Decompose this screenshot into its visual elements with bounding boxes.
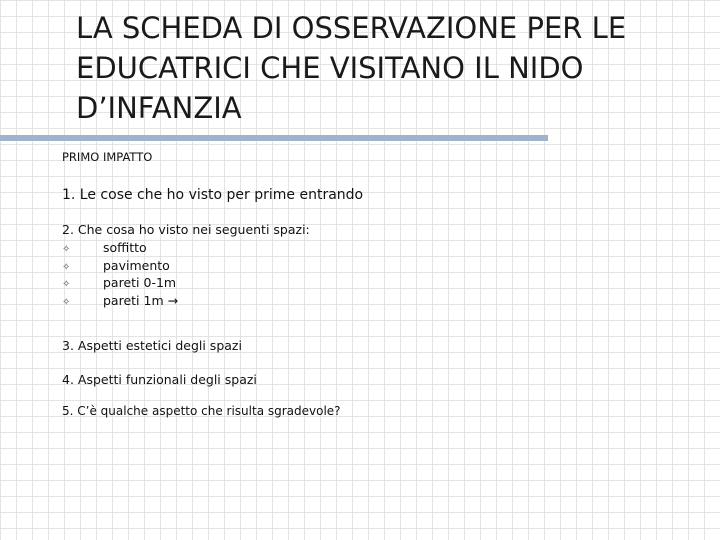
section-label: PRIMO IMPATTO xyxy=(62,150,153,164)
list-item xyxy=(62,239,178,257)
space-label: pareti 0-1m xyxy=(103,275,177,290)
question-1: 1. Le cose che ho visto per prime entrando xyxy=(62,187,364,203)
page-title xyxy=(76,8,716,128)
checkmark-arrow-icon: ✧ xyxy=(62,296,71,308)
title-line-3: D’INFANZIA xyxy=(76,91,242,125)
space-label: pareti 1m → xyxy=(103,292,179,308)
question-5: 5. C’è qualche aspetto che risulta sgradevole? xyxy=(62,404,341,418)
list-item xyxy=(62,274,178,292)
checkmark-arrow-icon: ✧ xyxy=(62,279,71,290)
question-2: 2. Che cosa ho visto nei seguenti spazi: xyxy=(62,222,310,237)
spaces-list xyxy=(62,239,178,309)
title-divider xyxy=(0,135,548,141)
question-3: 3. Aspetti estetici degli spazi xyxy=(62,338,242,353)
title-line-2: EDUCATRICI CHE VISITANO IL NIDO xyxy=(76,51,584,85)
list-item xyxy=(62,257,178,275)
question-4: 4. Aspetti funzionali degli spazi xyxy=(62,372,257,387)
space-label: soffitto xyxy=(103,240,147,255)
checkmark-arrow-icon: ✧ xyxy=(62,261,71,273)
title-line-1: LA SCHEDA DI OSSERVAZIONE PER LE xyxy=(76,11,627,45)
space-label: pavimento xyxy=(103,257,170,273)
list-item xyxy=(62,292,178,310)
checkmark-arrow-icon: ✧ xyxy=(62,244,71,255)
